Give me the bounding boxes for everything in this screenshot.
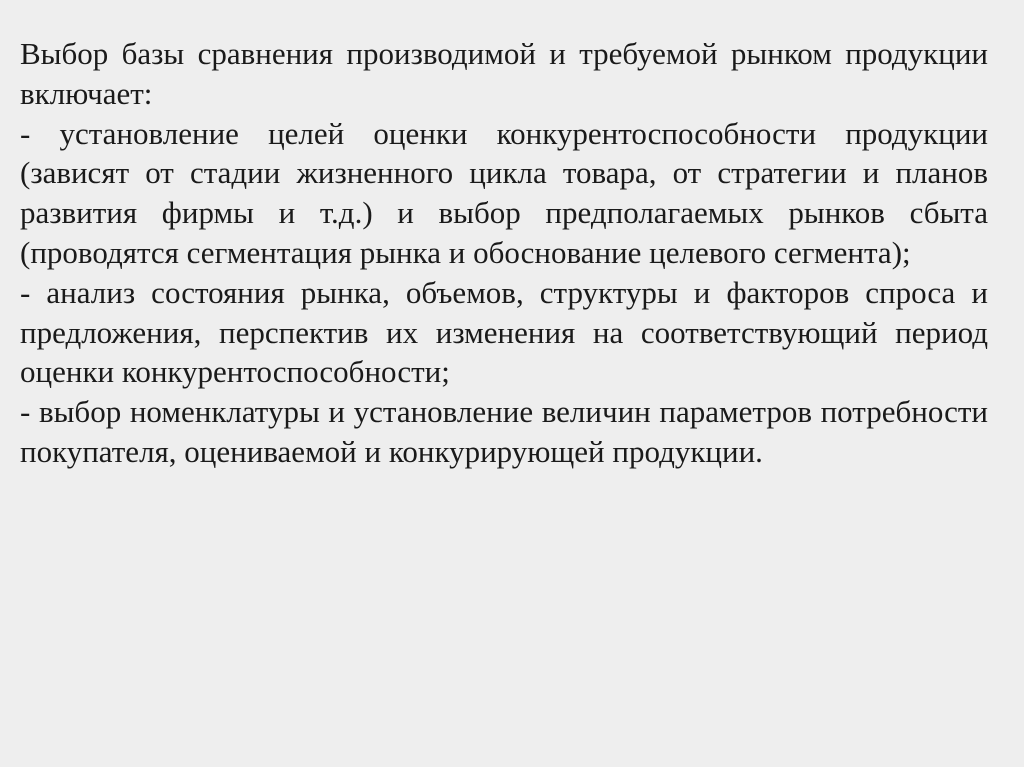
- intro-paragraph: Выбор базы сравнения производимой и требуемой рынком продукции включает:: [20, 36, 988, 111]
- slide-text-body: [20, 34, 988, 472]
- list-item-goals: - установление целей оценки конкурентоспособности продукции (зависят от стадии жизненного цикла товара, от стратегии и планов развития фирмы и т.д.) и выбор предполагаемых рынков сбыта (проводятся сегментация рынка и обоснование целевого сегмента);: [20, 115, 988, 270]
- list-item-market-analysis: - анализ состояния рынка, объемов, структуры и факторов спроса и предложения, перспектив их изменения на соответствующий период оценки конкурентоспособности;: [20, 274, 988, 390]
- list-item-nomenclature: - выбор номенклатуры и установление величин параметров потребности покупателя, оцениваемой и конкурирующей продукции.: [20, 394, 988, 469]
